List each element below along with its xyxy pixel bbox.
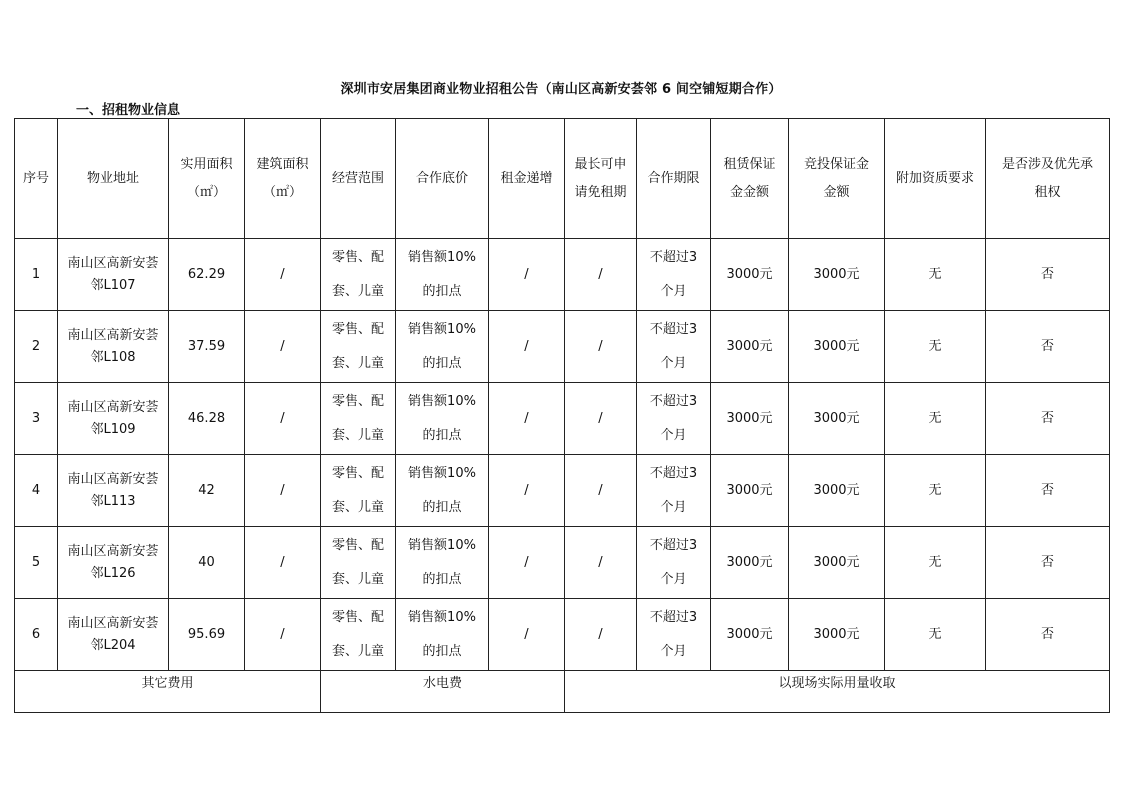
bid-deposit: 3000元 bbox=[789, 239, 885, 311]
rent-free-period: / bbox=[565, 527, 637, 599]
table-row bbox=[15, 383, 1110, 455]
business-scope: 零售、配 套、儿童 bbox=[321, 311, 396, 383]
priority-right: 否 bbox=[986, 599, 1110, 671]
header-cell: 竞投保证金 金额 bbox=[789, 119, 885, 239]
lease-deposit: 3000元 bbox=[711, 599, 789, 671]
rent-increase: / bbox=[489, 383, 565, 455]
building-area: / bbox=[245, 311, 321, 383]
business-scope: 零售、配 套、儿童 bbox=[321, 599, 396, 671]
section-heading: 一、招租物业信息 bbox=[76, 103, 181, 118]
utility-fee-item: 水电费 bbox=[321, 671, 565, 713]
base-price: 销售额10% 的扣点 bbox=[396, 311, 489, 383]
usable-area: 42 bbox=[169, 455, 245, 527]
bid-deposit: 3000元 bbox=[789, 599, 885, 671]
row-number: 3 bbox=[15, 383, 58, 455]
table-row bbox=[15, 527, 1110, 599]
extra-qualification: 无 bbox=[885, 311, 986, 383]
priority-right: 否 bbox=[986, 527, 1110, 599]
property-address: 南山区高新安荟 邻L126 bbox=[58, 527, 169, 599]
header-cell: 合作期限 bbox=[637, 119, 711, 239]
property-table bbox=[14, 118, 1110, 713]
lease-deposit: 3000元 bbox=[711, 383, 789, 455]
business-scope: 零售、配 套、儿童 bbox=[321, 527, 396, 599]
priority-right: 否 bbox=[986, 455, 1110, 527]
utility-fee-note: 以现场实际用量收取 bbox=[565, 671, 1110, 713]
header-cell: 最长可申 请免租期 bbox=[565, 119, 637, 239]
usable-area: 62.29 bbox=[169, 239, 245, 311]
extra-qualification: 无 bbox=[885, 239, 986, 311]
header-cell: 物业地址 bbox=[58, 119, 169, 239]
page-title: 深圳市安居集团商业物业招租公告（南山区高新安荟邻 6 间空铺短期合作） bbox=[340, 82, 782, 97]
header-cell: 合作底价 bbox=[396, 119, 489, 239]
table-row bbox=[15, 599, 1110, 671]
property-address: 南山区高新安荟 邻L107 bbox=[58, 239, 169, 311]
property-address: 南山区高新安荟 邻L109 bbox=[58, 383, 169, 455]
bid-deposit: 3000元 bbox=[789, 527, 885, 599]
header-cell: 是否涉及优先承 租权 bbox=[986, 119, 1110, 239]
building-area: / bbox=[245, 527, 321, 599]
usable-area: 37.59 bbox=[169, 311, 245, 383]
base-price: 销售额10% 的扣点 bbox=[396, 455, 489, 527]
header-cell: 租赁保证 金金额 bbox=[711, 119, 789, 239]
priority-right: 否 bbox=[986, 239, 1110, 311]
header-cell: 经营范围 bbox=[321, 119, 396, 239]
base-price: 销售额10% 的扣点 bbox=[396, 239, 489, 311]
usable-area: 46.28 bbox=[169, 383, 245, 455]
building-area: / bbox=[245, 239, 321, 311]
building-area: / bbox=[245, 455, 321, 527]
cooperation-term: 不超过3 个月 bbox=[637, 599, 711, 671]
table-row bbox=[15, 239, 1110, 311]
header-row bbox=[15, 119, 1110, 239]
header-cell: 建筑面积 （㎡） bbox=[245, 119, 321, 239]
cooperation-term: 不超过3 个月 bbox=[637, 239, 711, 311]
extra-qualification: 无 bbox=[885, 527, 986, 599]
row-number: 4 bbox=[15, 455, 58, 527]
usable-area: 40 bbox=[169, 527, 245, 599]
usable-area: 95.69 bbox=[169, 599, 245, 671]
header-cell: 序号 bbox=[15, 119, 58, 239]
cooperation-term: 不超过3 个月 bbox=[637, 455, 711, 527]
row-number: 2 bbox=[15, 311, 58, 383]
bid-deposit: 3000元 bbox=[789, 383, 885, 455]
bid-deposit: 3000元 bbox=[789, 311, 885, 383]
base-price: 销售额10% 的扣点 bbox=[396, 527, 489, 599]
base-price: 销售额10% 的扣点 bbox=[396, 383, 489, 455]
header-cell: 附加资质要求 bbox=[885, 119, 986, 239]
business-scope: 零售、配 套、儿童 bbox=[321, 239, 396, 311]
row-number: 6 bbox=[15, 599, 58, 671]
row-number: 1 bbox=[15, 239, 58, 311]
rent-increase: / bbox=[489, 527, 565, 599]
lease-deposit: 3000元 bbox=[711, 455, 789, 527]
property-address: 南山区高新安荟 邻L113 bbox=[58, 455, 169, 527]
rent-increase: / bbox=[489, 239, 565, 311]
header-cell: 租金递增 bbox=[489, 119, 565, 239]
business-scope: 零售、配 套、儿童 bbox=[321, 455, 396, 527]
lease-deposit: 3000元 bbox=[711, 527, 789, 599]
property-address: 南山区高新安荟 邻L108 bbox=[58, 311, 169, 383]
extra-qualification: 无 bbox=[885, 599, 986, 671]
extra-qualification: 无 bbox=[885, 383, 986, 455]
priority-right: 否 bbox=[986, 311, 1110, 383]
rent-free-period: / bbox=[565, 383, 637, 455]
building-area: / bbox=[245, 599, 321, 671]
priority-right: 否 bbox=[986, 383, 1110, 455]
other-fees-label: 其它费用 bbox=[15, 671, 321, 713]
rent-free-period: / bbox=[565, 599, 637, 671]
building-area: / bbox=[245, 383, 321, 455]
table-row bbox=[15, 311, 1110, 383]
table-row bbox=[15, 455, 1110, 527]
business-scope: 零售、配 套、儿童 bbox=[321, 383, 396, 455]
rent-increase: / bbox=[489, 455, 565, 527]
lease-deposit: 3000元 bbox=[711, 239, 789, 311]
row-number: 5 bbox=[15, 527, 58, 599]
rent-free-period: / bbox=[565, 455, 637, 527]
cooperation-term: 不超过3 个月 bbox=[637, 311, 711, 383]
rent-free-period: / bbox=[565, 311, 637, 383]
property-address: 南山区高新安荟 邻L204 bbox=[58, 599, 169, 671]
rent-increase: / bbox=[489, 311, 565, 383]
rent-free-period: / bbox=[565, 239, 637, 311]
header-cell: 实用面积 （㎡） bbox=[169, 119, 245, 239]
cooperation-term: 不超过3 个月 bbox=[637, 383, 711, 455]
cooperation-term: 不超过3 个月 bbox=[637, 527, 711, 599]
rent-increase: / bbox=[489, 599, 565, 671]
extra-qualification: 无 bbox=[885, 455, 986, 527]
footer-row bbox=[15, 671, 1110, 713]
bid-deposit: 3000元 bbox=[789, 455, 885, 527]
base-price: 销售额10% 的扣点 bbox=[396, 599, 489, 671]
lease-deposit: 3000元 bbox=[711, 311, 789, 383]
